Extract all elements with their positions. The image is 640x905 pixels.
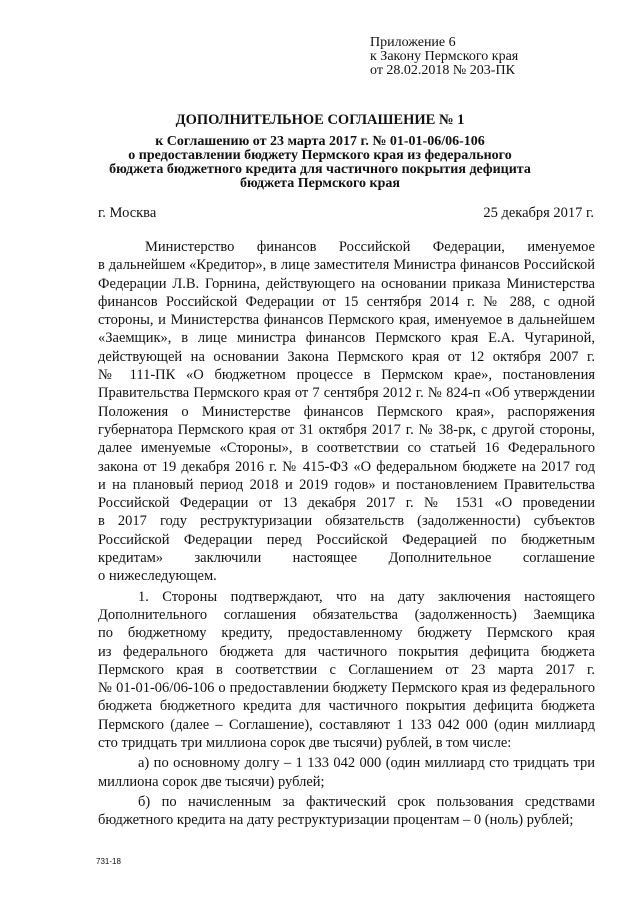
text-line: стороны, и Министерства финансов Пермского края, именуемое в дальнейшем — [98, 312, 595, 329]
text-line: кредитам» заключили настоящее Дополнительное соглашение — [98, 550, 595, 567]
appendix-reference — [370, 36, 518, 78]
place-date-row — [98, 204, 594, 222]
clause-1-line: № 01-01-06/06-106 о предоставлении бюджету Пермского края из федерального — [98, 680, 595, 697]
text-line: действующей на основании Закона Пермского края от 12 октября 2007 г. — [98, 348, 595, 365]
text-line: закона от 19 декабря 2016 г. № 415-ФЗ «О федеральном бюджете на 2017 год — [98, 458, 595, 475]
text-line: Министерство финансов Российской Федерации, именуемое — [145, 239, 595, 255]
text-line: Правительства Пермского края от 7 сентября 2012 г. № 824-п «Об утверждении — [98, 385, 595, 402]
text-line: губернатора Пермского края от 31 октября 2017 г. № 38-рк, с другой стороны, — [98, 421, 595, 438]
document-code: 731-18 — [96, 857, 121, 866]
text-line: в дальнейшем «Кредитор», в лице заместителя Министра финансов Российской — [98, 257, 595, 274]
date: 25 декабря 2017 г. — [483, 205, 594, 221]
text-line: Положения о Министерстве финансов Пермского края», распоряжения — [98, 403, 595, 420]
clause-1-line: по бюджетному кредиту, предоставленному бюджету Пермского края — [98, 625, 595, 642]
document-subtitle — [60, 135, 580, 191]
clause-1-line: сто тридцать три миллиона сорок две тысячи) рублей, в том числе: — [98, 735, 512, 752]
clause-1-line: Пермского края в соответствии с Соглашением от 23 марта 2017 г. — [98, 661, 595, 678]
text-line: № 111-ПК «О бюджетном процессе в Пермском крае», постановления — [98, 367, 595, 384]
text-line: далее именуемые «Стороны», в соответствии со статьей 16 Федерального — [98, 440, 595, 457]
text-line: Российской Федерации перед Российской Федерацией по бюджетным — [98, 531, 595, 548]
clause-1-line: из федерального бюджета для частичного покрытия дефицита бюджета — [98, 643, 595, 660]
text-line: финансов Российской Федерации от 15 сентября 2014 г. № 288, с одной — [98, 293, 595, 310]
agreement-body — [98, 238, 595, 830]
text-line: Федерации Л.В. Горнина, действующего на основании приказа Министерства — [98, 275, 595, 292]
document-title-block — [60, 112, 580, 191]
text-line: «Заемщик», в лице министра финансов Пермского края Е.А. Чугариной, — [98, 330, 595, 347]
item-b-line: б) по начисленным за фактический срок пользования средствами — [138, 793, 595, 810]
place: г. Москва — [98, 205, 157, 221]
appendix-line: Приложение 6 — [370, 35, 456, 50]
subtitle-line: бюджета бюджетного кредита для частичного покрытия дефицита — [109, 162, 531, 177]
document-title: ДОПОЛНИТЕЛЬНОЕ СОГЛАШЕНИЕ № 1 — [175, 112, 465, 128]
text-line: о нижеследующем. — [98, 568, 217, 585]
clause-1-line: бюджета бюджетного кредита для частичного покрытия дефицита бюджета — [98, 698, 595, 715]
subtitle-line: о предоставлении бюджету Пермского края из федерального — [128, 148, 512, 163]
text-line: и на плановый период 2018 и 2019 годов» и постановлением Правительства — [98, 476, 595, 493]
text-line: Российской Федерации от 13 декабря 2017 г. № 1531 «О проведении — [98, 495, 595, 512]
subtitle-line: бюджета Пермского края — [240, 176, 400, 191]
appendix-line: от 28.02.2018 № 203-ПК — [370, 63, 515, 78]
subtitle-line: к Соглашению от 23 марта 2017 г. № 01-01-06/06-106 — [155, 134, 485, 149]
item-a-line: миллиона сорок две тысячи) рублей; — [98, 773, 325, 790]
clause-1-line: Пермского (далее – Соглашение), составляют 1 133 042 000 (один миллиард — [98, 716, 595, 733]
clause-1-line: 1. Стороны подтверждают, что на дату заключения настоящего — [138, 588, 595, 605]
item-b-line: бюджетного кредита на дату реструктуризации процентам – 0 (ноль) рублей; — [98, 812, 574, 829]
text-line: в 2017 году реструктуризации обязательств (задолженности) субъектов — [98, 513, 595, 530]
item-a-line: а) по основному долгу – 1 133 042 000 (один миллиард сто тридцать три — [138, 755, 595, 772]
clause-1-line: Дополнительного соглашения обязательства (задолженность) Заемщика — [98, 606, 595, 623]
appendix-line: к Закону Пермского края — [370, 49, 519, 64]
